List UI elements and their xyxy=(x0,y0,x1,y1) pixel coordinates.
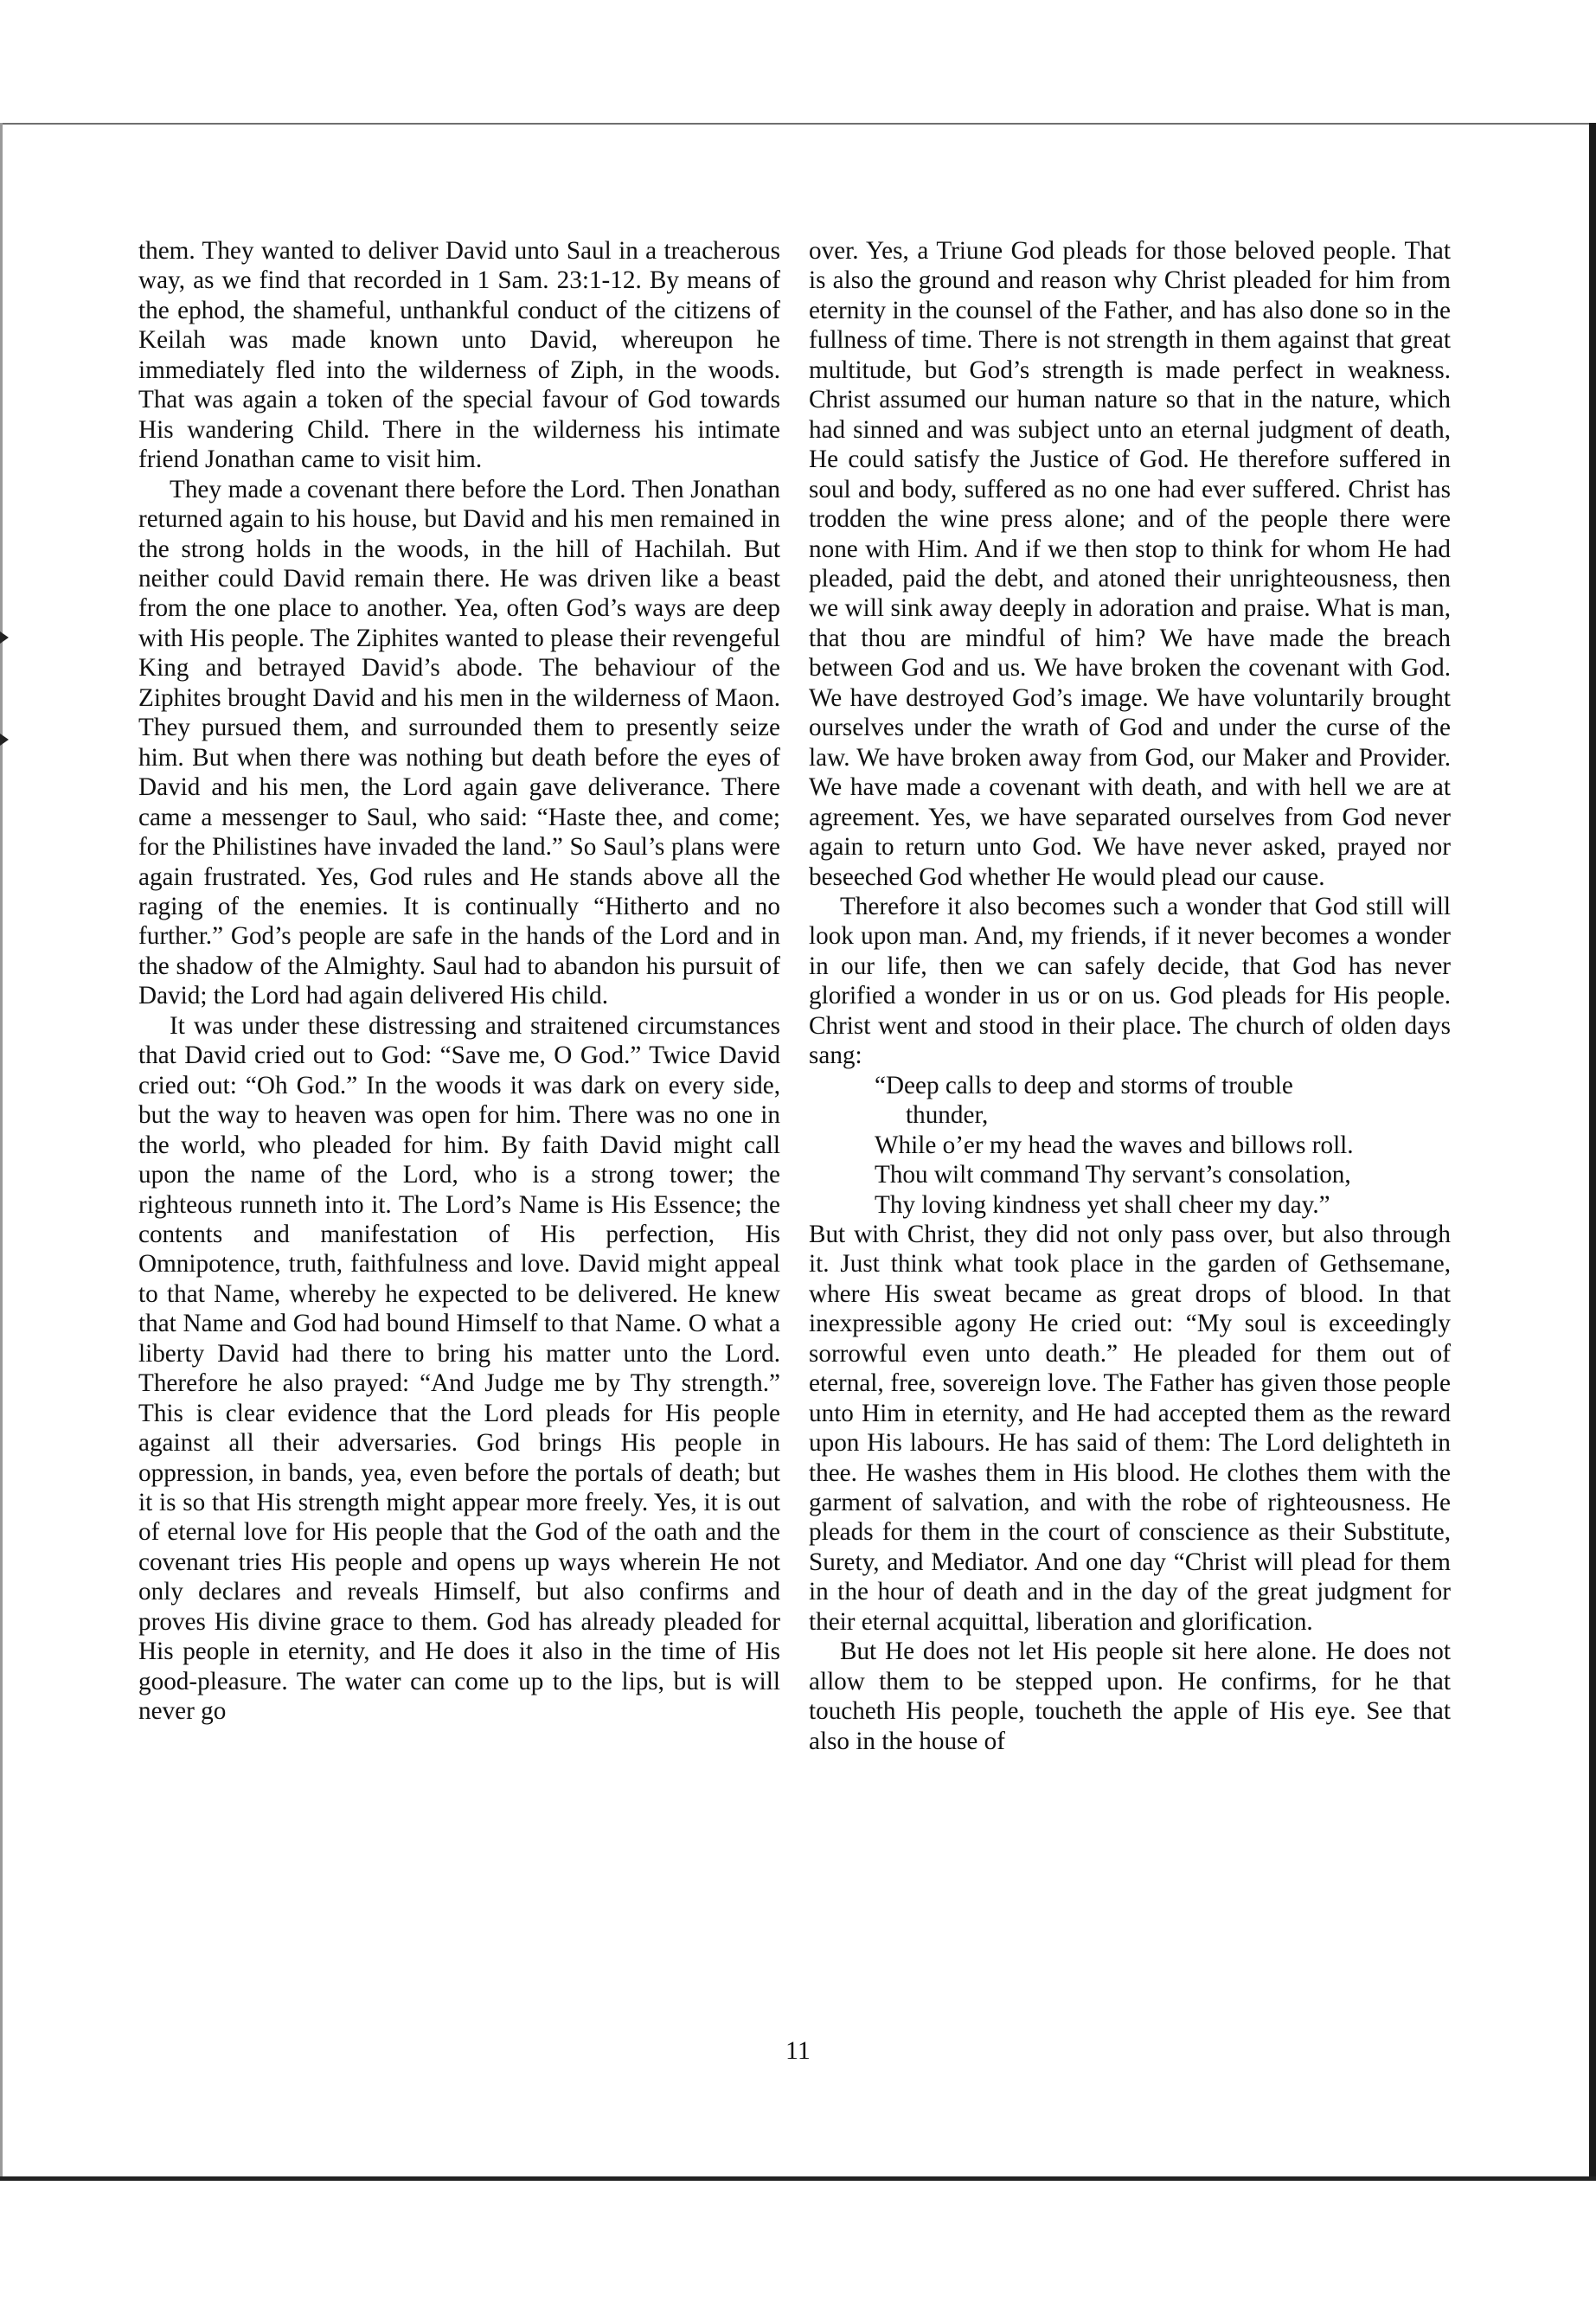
right-paragraph-2: Therefore it also becomes such a wonder that God still will look upon man. And, my friends, if it never becomes a wonder in our life, then we can safely decide, that God has never glorified a wonder in us or on us. God pleads for His people. Christ went and stood in their place. The church of olden days sang: xyxy=(809,892,1451,1070)
right-paragraph-4: But He does not let His people sit here alone. He does not allow them to be stepped upon. He confirms, for he that toucheth His people, toucheth the apple of His eye. See that also in the house of xyxy=(809,1638,1451,1755)
right-column xyxy=(809,236,1451,1756)
right-paragraph-3: But with Christ, they did not only pass over, but also through it. Just think what took place in the garden of Gethsemane, where His sweat became as great drops of blood. In that inexpressible agony He cried out: “My soul is exceedingly sorrowful even unto death.” He pleaded for them out of eternal, free, sovereign love. The Father has given those people unto Him in eternity, and He had accepted them as the reward upon His labours. He has said of them: The Lord delighteth in thee. He washes them in His blood. He clothes them with the garment of salvation, and with the robe of righteousness. He pleads for them in the court of conscience as their Substitute, Surety, and Mediator. And one day “Christ will plead for them in the hour of death and in the day of the great judgment for their eternal acquittal, liberation and glorification. xyxy=(809,1220,1451,1636)
scan-edge-bottom xyxy=(0,2176,1596,2181)
binding-mark-upper xyxy=(0,631,9,644)
left-column xyxy=(138,236,780,1727)
poem-line-2: While o’er my head the waves and billows roll. xyxy=(875,1131,1354,1159)
right-paragraph-1: over. Yes, a Triune God pleads for those beloved people. That is also the ground and reason why Christ pleaded for him from eternity in the counsel of the Father, and has also done so in the fullness of time. There is not strength in them against that great multitude, but God’s strength is made perfect in weakness. Christ assumed our human nature so that in the nature, which had sinned and was subject unto an eternal judgment of death, He could satisfy the Justice of God. He therefore suffered in soul and body, suffered as no one had ever suffered. Christ has trodden the wine press alone; and of the people there were none with Him. And if we then stop to think for whom He had pleaded, paid the debt, and atoned their unrighteousness, then we will sink away deeply in adoration and praise. What is man, that thou are mindful of him? We have made the breach between God and us. We have broken the covenant with God. We have destroyed God’s image. We have voluntarily brought ourselves under the wrath of God and under the curse of the law. We have broken away from God, our Maker and Provider. We have made a covenant with death, and with hell we are at agreement. Yes, we have separated ourselves from God never again to return unto God. We have never asked, prayed nor beseeched God whether He would plead our cause. xyxy=(809,237,1451,891)
left-paragraph-2: They made a covenant there before the Lord. Then Jonathan returned again to his house, but David and his men remained in the strong holds in the woods, in the hill of Hachilah. But neither could David remain there. He was driven like a beast from the one place to another. Yea, often God’s ways are deep with His people. The Ziphites wanted to please their revengeful King and betrayed David’s abode. The behaviour of the Ziphites brought David and his men in the wilderness of Maon. They pursued them, and surrounded them to presently seize him. But when there was nothing but death before the eyes of David and his men, the Lord again gave deliverance. There came a messenger to Saul, who said: “Haste thee, and come; for the Philistines have invaded the land.” So Saul’s plans were again frustrated. Yes, God rules and He stands above all the raging of the enemies. It is continually “Hitherto and no further.” God’s people are safe in the hands of the Lord and in the shadow of the Almighty. Saul had to abandon his pursuit of David; the Lord had again delivered His child. xyxy=(138,475,780,1010)
poem-line-1: “Deep calls to deep and storms of trouble xyxy=(875,1071,1293,1099)
scan-edge-left xyxy=(0,123,3,2180)
left-paragraph-1: them. They wanted to deliver David unto Saul in a treacherous way, as we find that recorded in 1 Sam. 23:1-12. By means of the ephod, the shameful, unthankful conduct of the citizens of Keilah was made known unto David, whereupon he immediately fled into the wilderness of Ziph, in the woods. That was again a token of the special favour of God towards His wandering Child. There in the wilderness his intimate friend Jonathan came to visit him. xyxy=(138,237,780,474)
left-paragraph-3: It was under these distressing and straitened circumstances that David cried out to God: “Save me, O God.” Twice David cried out: “Oh God.” In the woods it was dark on every side, but the way to heaven was open for him. There was no one in the world, who pleaded for him. By faith David might call upon the name of the Lord, who is a strong tower; the righteous runneth into it. The Lord’s Name is His Essence; the contents and manifestation of His perfection, His Omnipotence, truth, faithfulness and love. David might appeal to that Name, whereby he expected to be delivered. He knew that Name and God had bound Himself to that Name. O what a liberty David had there to bring his matter unto the Lord. Therefore he also prayed: “And Judge me by Thy strength.” This is clear evidence that the Lord pleads for His people against all their adversaries. God brings His people in oppression, in bands, yea, even before the portals of death; but it is so that His strength might appear more freely. Yes, it is out of eternal love for His people that the God of the oath and the covenant tries His people and opens up ways wherein He not only declares and reveals Himself, but also confirms and proves His divine grace to them. God has already pleaded for His people in eternity, and He does it also in the time of His good-pleasure. The water can come up to the lips, but is will never go xyxy=(138,1011,780,1726)
poem-line-3: Thou wilt command Thy servant’s consolation, xyxy=(875,1161,1351,1189)
scan-edge-top xyxy=(0,123,1596,125)
psalm-quotation xyxy=(809,1071,1451,1220)
poem-line-1-continued: thunder, xyxy=(906,1101,989,1130)
binding-mark-lower xyxy=(0,734,9,746)
poem-line-4: Thy loving kindness yet shall cheer my day.” xyxy=(875,1190,1330,1219)
page-number: 11 xyxy=(785,2036,811,2065)
scan-edge-right xyxy=(1589,123,1596,2180)
